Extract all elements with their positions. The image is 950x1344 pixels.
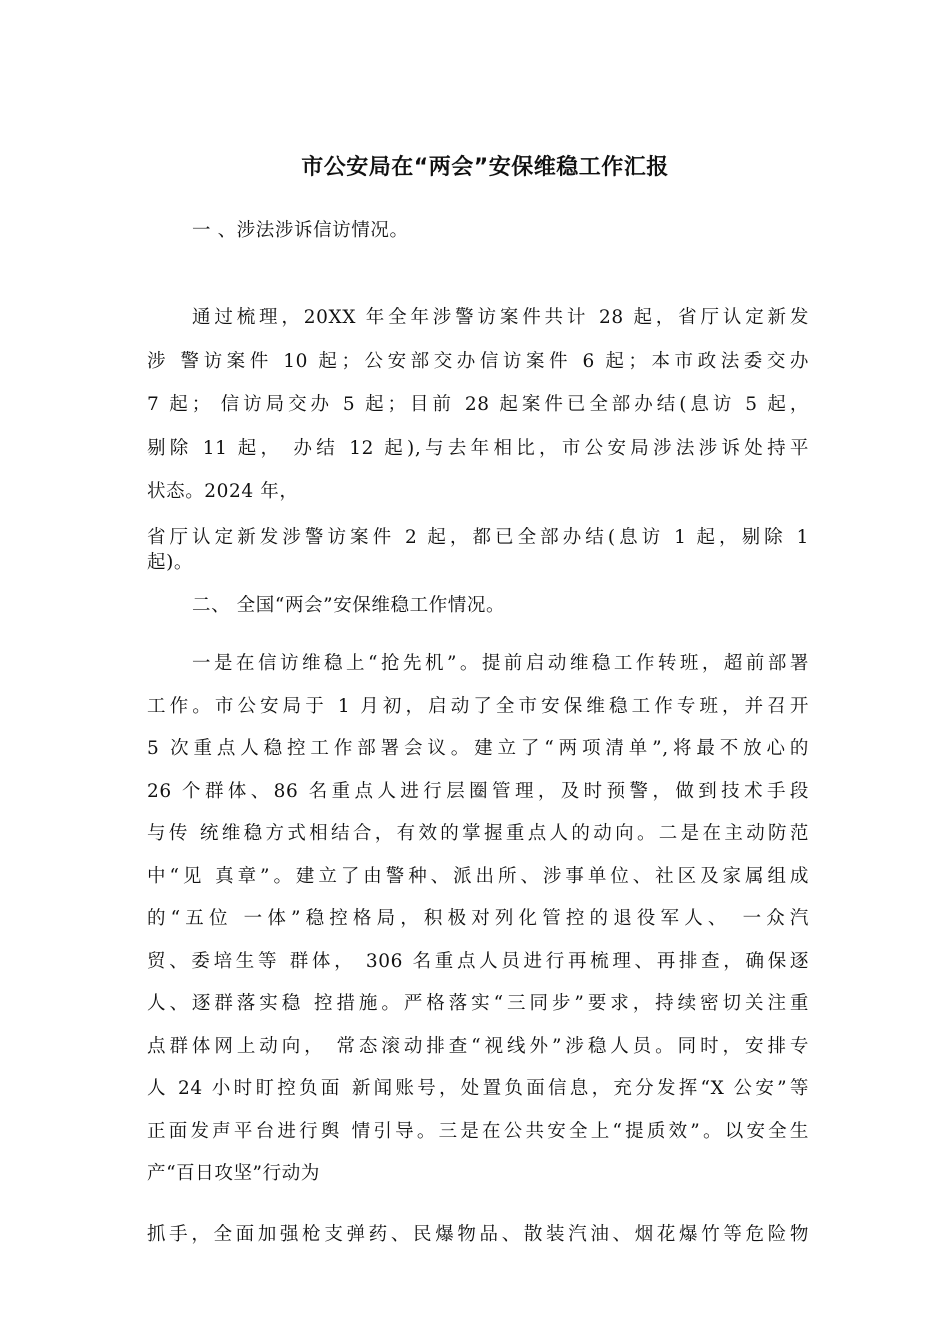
paragraph-line: 5 次重点人稳控工作部署会议。建立了“两项清单”,将最不放心的 bbox=[147, 738, 809, 759]
paragraph-line: 与传 统维稳方式相结合，有效的掌握重点人的动向。二是在主动防范 bbox=[147, 823, 809, 844]
paragraph-line: 人、逐群落实稳 控措施。严格落实“三同步”要求，持续密切关注重 bbox=[147, 993, 809, 1014]
document-title: 市公安局在“两会”安保维稳工作汇报 bbox=[301, 155, 669, 180]
paragraph-line: 工作。市公安局于 1 月初，启动了全市安保维稳工作专班，并召开 bbox=[147, 695, 809, 717]
paragraph-line: 通过梳理，20XX 年全年涉警访案件共计 28 起，省厅认定新发 bbox=[192, 307, 809, 328]
paragraph-line: 状态。2024 年， bbox=[147, 481, 299, 502]
paragraph-line: 涉 警访案件 10 起；公安部交办信访案件 6 起；本市政法委交办 bbox=[147, 350, 809, 372]
paragraph-line: 省厅认定新发涉警访案件 2 起，都已全部办结(息访 1 起，剔除 1 bbox=[147, 527, 809, 548]
paragraph-line: 正面发声平台进行舆 情引导。三是在公共安全上“提质效”。以安全生 bbox=[147, 1120, 809, 1142]
section-2-heading: 二、 全国“两会”安保维稳工作情况。 bbox=[192, 595, 506, 616]
paragraph-line: 一是在信访维稳上“抢先机”。提前启动维稳工作转班，超前部署 bbox=[192, 653, 809, 674]
paragraph-line: 的“五位 一体”稳控格局，积极对列化管控的退役军人、 一众汽 bbox=[147, 908, 809, 929]
paragraph-line: 7 起； 信访局交办 5 起；目前 28 起案件已全部办结(息访 5 起， bbox=[147, 394, 809, 415]
paragraph-line: 剔除 11 起， 办结 12 起),与去年相比，市公安局涉法涉诉处持平 bbox=[147, 437, 809, 459]
paragraph-line: 中“见 真章”。建立了由警种、派出所、涉事单位、社区及家属组成 bbox=[147, 865, 809, 887]
section-2-paragraph-1 bbox=[147, 643, 809, 1196]
paragraph-line: 贸、委培生等 群体， 306 名重点人员进行再梳理、再排查，确保逐 bbox=[147, 950, 809, 972]
paragraph-line: 26 个群体、86 名重点人进行层圈管理，及时预警，做到技术手段 bbox=[147, 780, 809, 802]
paragraph-line: 抓手，全面加强枪支弹药、民爆物品、散装汽油、烟花爆竹等危险物 bbox=[147, 1224, 809, 1245]
section-2-paragraph-2 bbox=[147, 1220, 809, 1250]
paragraph-line: 起)。 bbox=[147, 552, 194, 573]
paragraph-line: 点群体网上动向， 常态滚动排查“视线外”涉稳人员。同时，安排专 bbox=[147, 1035, 809, 1057]
section-1-paragraph-1 bbox=[147, 296, 809, 514]
section-1-paragraph-2 bbox=[147, 525, 809, 575]
paragraph-line: 产“百日攻坚”行动为 bbox=[147, 1163, 320, 1184]
section-1-heading: 一 、涉法涉诉信访情况。 bbox=[192, 220, 409, 241]
paragraph-line: 人 24 小时盯控负面 新闻账号，处置负面信息，充分发挥“X 公安”等 bbox=[147, 1078, 809, 1099]
